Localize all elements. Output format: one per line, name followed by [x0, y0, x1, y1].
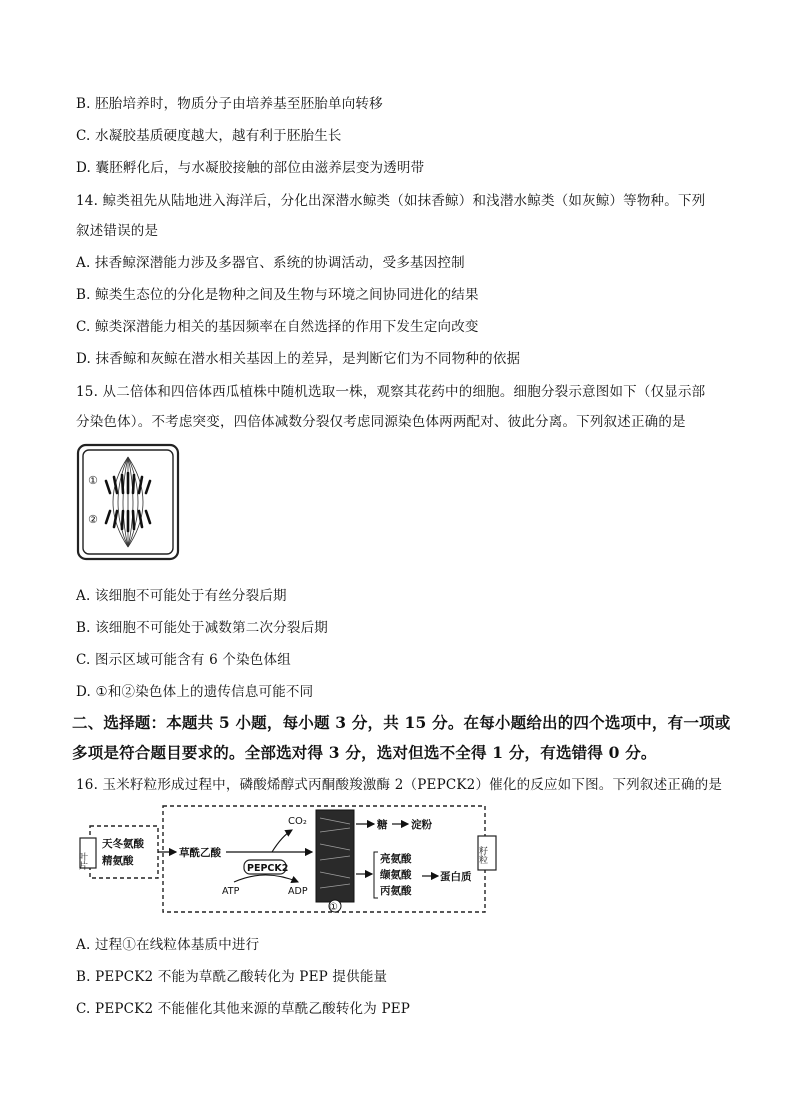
label-chromosome-1: ① — [88, 474, 98, 487]
cell-division-figure — [76, 443, 180, 561]
q14-option-d: D. 抹香鲸和灰鲸在潜水相关基因上的差异，是判断它们为不同物种的依据 — [76, 351, 521, 367]
oaa-label: 草酰乙酸 — [179, 847, 221, 859]
kernel-label: 籽粒 — [477, 846, 487, 864]
q15-option-b: B. 该细胞不可能处于减数第二次分裂后期 — [76, 620, 329, 636]
q16-option-b: B. PEPCK2 不能为草酰乙酸转化为 PEP 提供能量 — [76, 969, 388, 985]
amino-acid-valine: 缬氨酸 — [380, 869, 412, 881]
chromosomes-top — [106, 473, 150, 493]
text-b-prev: B. 胚胎培养时，物质分子由培养基至胚胎单向转移 — [76, 96, 383, 112]
text-d-prev: D. 囊胚孵化后，与水凝胶接触的部位由滋养层变为透明带 — [76, 160, 425, 176]
chromosomes-bottom — [106, 511, 150, 531]
q15-option-d: D. ①和②染色体上的遗传信息可能不同 — [76, 684, 314, 700]
q14-stem-line1: 14. 鲸类祖先从陆地进入海洋后，分化出深潜水鲸类（如抹香鲸）和浅潜水鲸类（如灰鲸）等物种。下列 — [76, 193, 706, 209]
q15-option-c: C. 图示区域可能含有 6 个染色体组 — [76, 652, 291, 668]
co2-label: CO₂ — [288, 816, 307, 827]
label-chromosome-2: ② — [88, 513, 98, 526]
q14-option-b: B. 鲸类生态位的分化是物种之间及生物与环境之间协同进化的结果 — [76, 287, 479, 303]
q15-option-a: A. 该细胞不可能处于有丝分裂后期 — [76, 588, 287, 604]
section2-heading-line1: 二、选择题：本题共 5 小题，每小题 3 分，共 15 分。在每小题给出的四个选项中，有一项或 — [72, 713, 731, 732]
source-aspartate: 天冬氨酸 — [102, 838, 144, 850]
co2-branch — [272, 830, 292, 852]
q15-stem-line1: 15. 从二倍体和四倍体西瓜植株中随机选取一株，观察其花药中的细胞。细胞分裂示意图如下（仅显示部 — [76, 384, 706, 400]
atp-label: ATP — [222, 886, 240, 897]
q16-stem: 16. 玉米籽粒形成过程中，磷酸烯醇式丙酮酸羧激酶 2（PEPCK2）催化的反应如下图。下列叙述正确的是 — [76, 777, 723, 793]
q14-stem-line2: 叙述错误的是 — [76, 223, 159, 239]
dashed-source-box — [90, 826, 158, 878]
sugar-label: 糖 — [377, 819, 388, 831]
atp-adp-arc — [234, 875, 298, 882]
pepck2-pathway-diagram — [76, 802, 516, 918]
adp-label: ADP — [288, 886, 308, 897]
q14-option-a: A. 抹香鲸深潜能力涉及多器官、系统的协调活动，受多基因控制 — [76, 255, 465, 271]
process-1-label: ① — [329, 902, 338, 913]
text-c-prev: C. 水凝胶基质硬度越大，越有利于胚胎生长 — [76, 128, 342, 144]
source-arginine: 精氨酸 — [102, 855, 134, 867]
enzyme-label: PEPCK2 — [247, 863, 289, 874]
amino-acid-alanine: 丙氨酸 — [380, 885, 412, 897]
q16-option-c: C. PEPCK2 不能催化其他来源的草酰乙酸转化为 PEP — [76, 1001, 411, 1017]
protein-label: 蛋白质 — [440, 871, 472, 883]
leaf-label: 叶片 — [77, 852, 87, 870]
section2-heading-line2: 多项是符合题目要求的。全部选对得 3 分，选对但选不全得 1 分，有选错得 0 分。 — [72, 743, 657, 762]
q15-stem-line2: 分染色体）。不考虑突变，四倍体减数分裂仅考虑同源染色体两两配对、彼此分离。下列叙述正确的是 — [76, 414, 686, 430]
q16-option-a: A. 过程①在线粒体基质中进行 — [76, 937, 260, 953]
q14-option-c: C. 鲸类深潜能力相关的基因频率在自然选择的作用下发生定向改变 — [76, 319, 479, 335]
spindle-fibers — [113, 457, 143, 547]
amino-acids-bracket — [374, 852, 378, 898]
starch-label: 淀粉 — [411, 819, 432, 831]
amino-acid-leucine: 亮氨酸 — [380, 853, 412, 865]
